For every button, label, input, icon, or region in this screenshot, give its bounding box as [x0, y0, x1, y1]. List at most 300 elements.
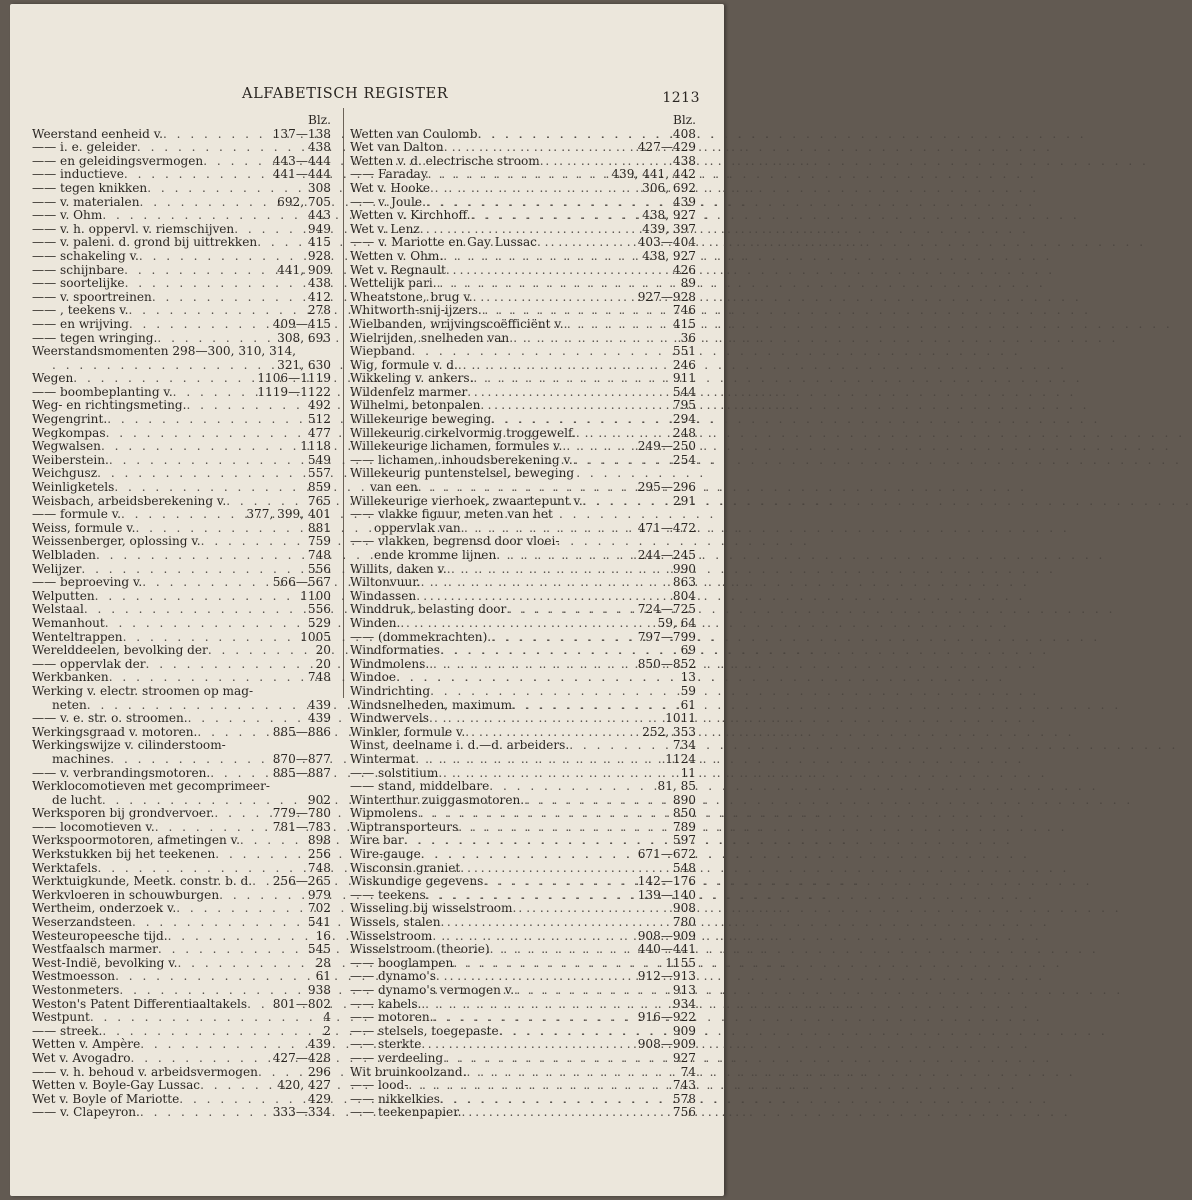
index-entry: [32, 658, 331, 672]
dot-leader: [421, 848, 636, 862]
dot-leader: [421, 1038, 635, 1052]
entry-pages: 256: [307, 847, 331, 862]
entry-pages: 377, 399, 401: [246, 507, 331, 522]
entry-term: Willits, daken v.: [350, 561, 447, 576]
entry-term: Willekeurige lichamen, formules v.: [350, 439, 563, 454]
entry-pages: 756: [672, 1105, 696, 1120]
entry-term: Wet v. Boyle of Mariotte: [32, 1091, 180, 1106]
entry-term: Weisbach, arbeidsberekening v.: [32, 493, 227, 508]
dot-leader: [73, 372, 255, 386]
index-entry: [32, 807, 331, 821]
entry-term: Weerstandsmomenten 298—300, 310, 314,: [32, 344, 297, 359]
entry-pages: 881: [307, 520, 331, 535]
entry-term: —— teekenpapier.: [350, 1106, 462, 1120]
index-entry: [350, 603, 696, 617]
index-entry: [350, 440, 696, 454]
entry-term: Wisselstroom (theorie): [350, 942, 490, 957]
dot-leader: [208, 644, 314, 658]
entry-term: —— teekens: [350, 889, 426, 903]
entry-term: Westeuropeesche tijd.: [32, 928, 168, 943]
entry-pages: 990: [672, 561, 696, 576]
entry-pages: 426: [672, 262, 696, 277]
dot-leader: [428, 168, 610, 182]
entry-term: —— lood-: [350, 1079, 408, 1093]
entry-pages: 748: [307, 548, 331, 562]
dot-leader: [489, 780, 655, 794]
entry-pages: 902: [307, 792, 331, 807]
entry-term: West-Indië, bevolking v.: [32, 955, 178, 970]
index-entry: [32, 182, 331, 196]
entry-pages: 81, 85: [657, 779, 696, 794]
dot-leader: [562, 440, 635, 454]
dot-leader: [524, 794, 671, 808]
entry-term: —— v. paleni. d. grond bij uittrekken: [32, 236, 257, 250]
dot-leader: [496, 549, 635, 563]
entry-pages: 1005: [300, 629, 331, 644]
index-entry: [350, 372, 696, 386]
entry-pages: 551: [672, 344, 696, 359]
index-entry: [350, 576, 696, 590]
entry-pages: 850: [672, 806, 696, 821]
entry-term: Wissels, stalen: [350, 915, 441, 930]
entry-pages: 248: [672, 425, 696, 440]
entry-term: —— schijnbare: [32, 264, 124, 278]
index-entry: [32, 223, 331, 237]
entry-pages: 427—428: [272, 1050, 331, 1065]
entry-pages: 566—567: [272, 575, 331, 590]
entry-term: —— v. Joule.: [350, 196, 426, 210]
entry-pages: 249—250: [637, 439, 696, 454]
index-entry: [32, 1106, 331, 1120]
entry-pages: 308: [307, 180, 331, 195]
index-entry: [350, 304, 696, 318]
entry-pages: 441, 909: [277, 262, 331, 277]
dot-leader: [173, 386, 256, 400]
entry-term: —— stelsels, toegepaste: [350, 1025, 499, 1039]
dot-leader: [137, 141, 306, 155]
dot-leader: [102, 209, 306, 223]
entry-pages: 137—138: [272, 126, 331, 141]
dot-leader: [482, 304, 671, 318]
index-entry: [32, 1025, 331, 1039]
dot-leader: [404, 834, 671, 848]
dot-leader: [583, 495, 671, 509]
entry-pages: 333—334: [272, 1105, 331, 1120]
index-entry: [32, 998, 331, 1012]
index-entry: [32, 875, 331, 889]
dot-leader: [84, 603, 306, 617]
entry-pages: 1011: [665, 711, 696, 726]
dot-leader: [477, 128, 670, 142]
index-entry: [32, 671, 331, 685]
dot-leader: [576, 427, 671, 441]
index-entry: [350, 617, 696, 631]
entry-term: —— en geleidingsvermogen: [32, 155, 203, 169]
entry-pages: 254: [672, 452, 696, 467]
index-entry: [32, 250, 331, 264]
index-entry: [32, 794, 331, 808]
entry-term: de lucht: [52, 792, 102, 807]
dot-leader: [447, 563, 671, 577]
index-entry: [350, 902, 696, 916]
entry-pages: 801—802: [272, 996, 331, 1011]
entry-term: Westonmeters: [32, 983, 120, 997]
dot-leader: [157, 332, 275, 346]
dot-leader: [176, 902, 306, 916]
entry-pages: 556: [307, 561, 331, 576]
dot-leader: [247, 998, 271, 1012]
entry-term: —— streek.: [32, 1025, 102, 1039]
dot-leader: [512, 699, 679, 713]
entry-term: Wemanhout: [32, 615, 105, 630]
entry-term: Wenteltrappen: [32, 629, 123, 644]
dot-leader: [400, 617, 655, 631]
dot-leader: [540, 155, 671, 169]
entry-term: Wisseling bij wisselstroom: [350, 901, 513, 916]
index-entry: [32, 834, 331, 848]
index-entry: [32, 685, 331, 699]
entry-term: Willekeurige beweging: [350, 412, 492, 427]
dot-leader: [132, 916, 306, 930]
entry-pages: 702: [307, 901, 331, 916]
entry-term: Windwervels: [350, 711, 429, 726]
dot-leader: [421, 998, 671, 1012]
entry-term: —— soortelijke: [32, 277, 125, 291]
index-entry: [32, 753, 331, 767]
entry-term: Wertheim, onderzoek v.: [32, 901, 177, 916]
entry-pages: 20: [315, 656, 331, 671]
entry-term: Wildenfelz marmer: [350, 384, 468, 399]
entry-pages: 471—472: [637, 520, 696, 535]
dot-leader: [460, 862, 671, 876]
index-entry: [32, 440, 331, 454]
entry-pages: 548: [672, 860, 696, 875]
index-entry: [350, 481, 696, 495]
entry-pages: 256—265: [272, 874, 331, 889]
index-entry: [350, 671, 696, 685]
index-entry: [350, 508, 696, 522]
index-entry: [32, 549, 331, 563]
index-entry: [32, 508, 331, 522]
dot-leader: [98, 862, 306, 876]
entry-pages: 934: [672, 996, 696, 1011]
entry-term: Winden.: [350, 615, 401, 630]
dot-leader: [466, 1066, 678, 1080]
entry-term: Weserzandsteen: [32, 915, 133, 930]
entry-term: Wettelijk pari.: [350, 276, 437, 291]
entry-pages: 909: [672, 1023, 696, 1038]
entry-term: Windassen: [350, 588, 417, 603]
index-entry: [350, 794, 696, 808]
index-entry: [350, 495, 696, 509]
dot-leader: [258, 1066, 306, 1080]
entry-pages: 908: [672, 901, 696, 916]
entry-term: Weiberstein.: [32, 452, 109, 467]
index-column-left: [32, 114, 331, 1120]
entry-pages: 20: [315, 643, 331, 658]
entry-term: Weerstand eenheid v.: [32, 126, 163, 141]
index-entry: [350, 345, 696, 359]
index-entry: [350, 1011, 696, 1025]
entry-term: Wisselstroom: [350, 928, 433, 943]
index-entry: [32, 603, 331, 617]
entry-pages: 439: [307, 697, 331, 712]
index-entry: [32, 780, 331, 794]
entry-term: —— en wrijving: [32, 318, 129, 332]
entry-term: Wet v. Regnault: [350, 262, 446, 277]
index-entry: [32, 196, 331, 210]
entry-pages: 477: [307, 425, 331, 440]
entry-term: Wetten v. d. electrische stroom: [350, 153, 540, 168]
entry-term: Wetten v. Boyle-Gay Lussac: [32, 1078, 201, 1093]
entry-term: —— v. materialen: [32, 196, 140, 210]
entry-term: Wire-gauge: [350, 847, 421, 862]
entry-term: —— stand, middelbare: [350, 780, 489, 794]
index-entry: [350, 168, 696, 182]
entry-pages: 743: [672, 1078, 696, 1093]
entry-term: Wikkeling v. ankers.: [350, 371, 474, 386]
entry-pages: 439, 397: [642, 221, 696, 236]
entry-pages: 295—296: [637, 480, 696, 495]
index-entry: [350, 454, 696, 468]
dot-leader: [152, 291, 306, 305]
entry-pages: 252, 353: [642, 724, 696, 739]
entry-term: Wegengrint.: [32, 412, 108, 427]
entry-pages: 692, 705: [277, 194, 331, 209]
dot-leader: [569, 739, 671, 753]
index-entry: [350, 318, 696, 332]
index-entry: [350, 399, 696, 413]
entry-pages: 492: [307, 398, 331, 413]
entry-term: Welstaal: [32, 602, 84, 617]
entry-term: ende kromme lijnen: [374, 548, 497, 562]
index-entry: [32, 399, 331, 413]
index-entry: [350, 291, 696, 305]
entry-pages: 439: [672, 194, 696, 209]
entry-pages: 927—928: [637, 289, 696, 304]
index-entry: [32, 862, 331, 876]
dot-leader: [186, 399, 305, 413]
entry-pages: 578: [672, 1091, 696, 1106]
entry-pages: 439: [307, 1037, 331, 1052]
entry-term: Willekeurige vierhoek, zwaartepunt v.: [350, 493, 583, 508]
index-entry: [32, 957, 331, 971]
entry-pages: 916—922: [637, 1010, 696, 1025]
index-entry: [32, 1079, 331, 1093]
entry-term: Wegkompas: [32, 425, 106, 440]
index-entry: [350, 658, 696, 672]
dot-leader: [415, 753, 663, 767]
dot-leader: [509, 332, 678, 346]
entry-term: van een: [370, 480, 418, 495]
index-entry: [350, 780, 696, 794]
dot-leader: [115, 970, 314, 984]
dot-leader: [121, 508, 244, 522]
entry-term: Willekeurig puntenstelsel, beweging: [350, 466, 575, 481]
dot-leader: [513, 902, 671, 916]
dot-leader: [158, 943, 306, 957]
entry-pages: 74: [680, 1064, 696, 1079]
index-entry: [32, 739, 331, 753]
index-entry: [350, 223, 696, 237]
dot-leader: [429, 658, 636, 672]
entry-pages: 438: [307, 276, 331, 291]
index-entry: [32, 984, 331, 998]
entry-term: Wit bruinkoolzand.: [350, 1064, 467, 1079]
index-entry: [350, 685, 696, 699]
dot-leader: [102, 794, 306, 808]
index-entry: [32, 563, 331, 577]
entry-term: Werelddeelen, bevolking der: [32, 643, 208, 658]
dot-leader: [420, 223, 640, 237]
index-entry: [350, 250, 696, 264]
index-entry: [32, 902, 331, 916]
index-entry: [32, 413, 331, 427]
dot-leader: [473, 291, 636, 305]
dot-leader: [96, 549, 306, 563]
entry-term: Wetten v. Ohm.: [350, 248, 444, 263]
entry-pages: 308, 693: [277, 330, 331, 345]
index-entry: [32, 264, 331, 278]
index-entry: [350, 359, 696, 373]
entry-term: Werkvloeren in schouwburgen: [32, 887, 220, 902]
dot-leader: [440, 644, 679, 658]
entry-pages: 415: [672, 316, 696, 331]
dot-leader: [491, 631, 636, 645]
entry-term: Werkbanken: [32, 670, 109, 685]
entry-term: Werksporen bij grondvervoer.: [32, 806, 215, 821]
entry-term: —— motoren.: [350, 1011, 434, 1025]
entry-pages: 597: [672, 833, 696, 848]
dot-leader: [467, 386, 671, 400]
entry-pages: 780: [672, 915, 696, 930]
dot-leader: [473, 372, 670, 386]
entry-term: Windoe: [350, 670, 397, 685]
entry-term: —— formule v.: [32, 508, 121, 522]
dot-leader: [226, 495, 306, 509]
dot-leader: [446, 264, 671, 278]
index-entry: [350, 889, 696, 903]
index-entry: [350, 277, 696, 291]
index-entry: [350, 563, 696, 577]
entry-term: —— Faraday: [350, 168, 428, 182]
entry-pages: 544: [672, 384, 696, 399]
entry-term: Wetten van Coulomb: [350, 126, 478, 141]
entry-pages: 804: [672, 588, 696, 603]
entry-term: —— sterkte: [350, 1038, 421, 1052]
entry-term: Windformaties: [350, 643, 440, 658]
entry-term: Wig, formule v. d.: [350, 357, 458, 372]
entry-term: —— boombeplanting v.: [32, 386, 173, 400]
entry-term: —— vlakken, begrensd door vloei-: [350, 535, 559, 549]
dot-leader: [129, 318, 271, 332]
dot-leader: [140, 1106, 271, 1120]
dot-leader: [434, 1011, 636, 1025]
entry-pages: 36: [680, 330, 696, 345]
entry-term: Welputten: [32, 588, 95, 603]
entry-term: —— dynamo's: [350, 970, 436, 984]
dot-leader: [177, 957, 313, 971]
index-entry: [32, 332, 331, 346]
entry-term: Weg- en richtingsmeting.: [32, 398, 187, 413]
entry-term: Wegwalsen: [32, 439, 101, 454]
entry-pages: 671—672: [637, 847, 696, 862]
index-entry: [32, 970, 331, 984]
entry-pages: 443—444: [272, 153, 331, 168]
dot-leader: [201, 535, 306, 549]
dot-leader: [430, 685, 679, 699]
dot-leader: [458, 359, 671, 373]
index-entry: [32, 128, 331, 142]
index-entry: [32, 821, 331, 835]
index-entry: [32, 644, 331, 658]
entry-pages: 797—799: [637, 629, 696, 644]
dot-leader: [101, 440, 298, 454]
index-entry: [350, 848, 696, 862]
dot-leader: [188, 712, 306, 726]
entry-pages: 16: [315, 928, 331, 943]
dot-leader: [200, 1079, 275, 1093]
dot-leader: [426, 196, 671, 210]
entry-pages: 734: [672, 738, 696, 753]
dot-leader: [573, 454, 671, 468]
dot-leader: [81, 563, 306, 577]
index-column-right: [350, 114, 696, 1120]
entry-pages: 438, 927: [642, 248, 696, 263]
entry-pages: 908—909: [637, 1037, 696, 1052]
entry-pages: 746: [672, 303, 696, 318]
dot-leader: [506, 603, 635, 617]
column-header: [32, 114, 331, 128]
entry-term: Weinligketels: [32, 480, 115, 495]
entry-pages: 1119—1122: [257, 384, 331, 399]
index-entry: [32, 699, 331, 713]
entry-term: —— v. e. str. o. stroomen.: [32, 712, 188, 726]
entry-pages: 409—415: [272, 316, 331, 331]
entry-pages: 1100: [300, 588, 331, 603]
entry-pages: 443: [307, 208, 331, 223]
entry-term: —— lichamen, inhoudsberekening v.: [350, 454, 573, 468]
entry-term: —— v. Ohm: [32, 209, 102, 223]
index-entry: [32, 386, 331, 400]
index-entry: [350, 1066, 696, 1080]
entry-pages: 912—913: [637, 969, 696, 984]
index-entry: [350, 1106, 696, 1120]
entry-pages: 908—909: [637, 928, 696, 943]
dot-leader: [210, 767, 271, 781]
index-entry: [32, 318, 331, 332]
entry-term: —— schakeling v.: [32, 250, 139, 264]
index-entry: [350, 1052, 696, 1066]
index-entry: [32, 1093, 331, 1107]
dot-leader: [408, 1079, 671, 1093]
entry-pages: 291: [672, 493, 696, 508]
index-entry: [350, 1025, 696, 1039]
dot-leader: [124, 168, 271, 182]
entry-term: Wegen: [32, 371, 74, 386]
entry-term: —— v. h. oppervl. v. riemschijven: [32, 223, 234, 237]
index-entry: [350, 644, 696, 658]
index-entry: [350, 807, 696, 821]
index-entry: [350, 712, 696, 726]
index-entry: [350, 862, 696, 876]
entry-term: —— tegen knikken: [32, 182, 147, 196]
entry-term: Werktafels: [32, 860, 98, 875]
index-entry: [32, 1038, 331, 1052]
entry-term: Wet v. Avogadro: [32, 1050, 131, 1065]
entry-pages: 412: [307, 289, 331, 304]
dot-leader: [426, 889, 636, 903]
